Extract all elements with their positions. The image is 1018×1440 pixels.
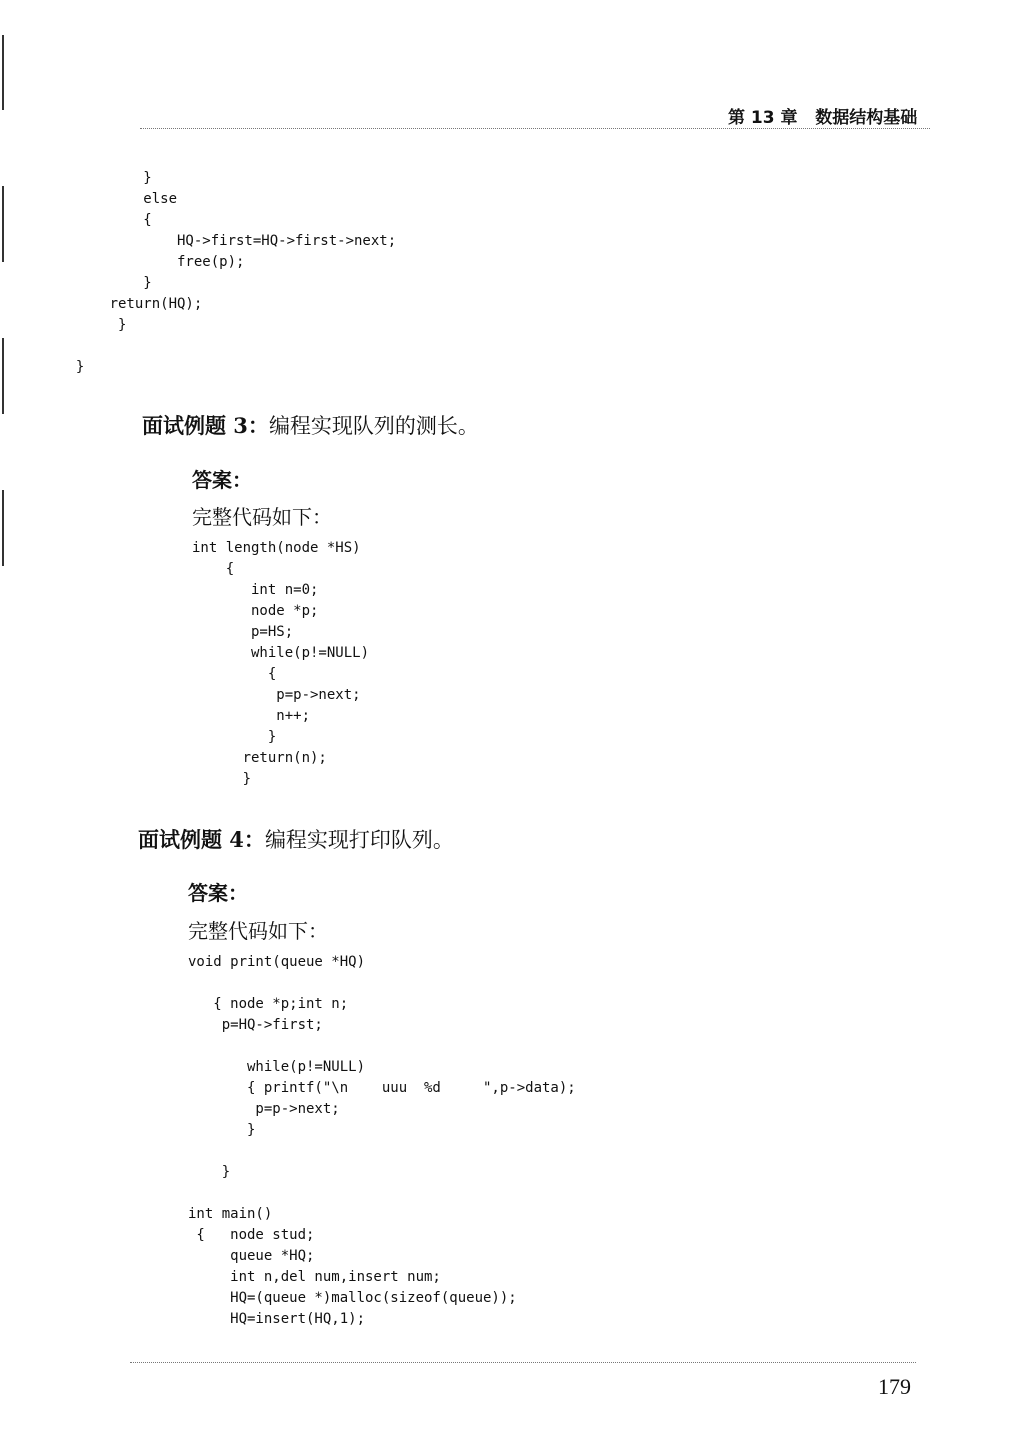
code-block-length: [192, 538, 369, 790]
code-line: { printf("\n uuu %d ",p->data);: [188, 1080, 576, 1096]
code-line: int length(node *HS): [192, 540, 361, 556]
code-line: HQ->first=HQ->first->next;: [0, 233, 397, 249]
code-line: return(n);: [192, 750, 327, 766]
code-line: [188, 1183, 576, 1204]
margin-bar: [2, 490, 4, 566]
code-block-continuation: [0, 168, 396, 378]
question-text: 编程实现打印队列。: [264, 828, 454, 852]
question-4-heading: [138, 824, 454, 854]
page-number: 179: [878, 1374, 911, 1399]
question-text: 编程实现队列的测长。: [268, 414, 479, 438]
code-line: }: [188, 1122, 256, 1138]
code-line: free(p);: [0, 254, 245, 270]
code-line: p=p->next;: [192, 687, 361, 703]
code-line: n++;: [192, 708, 311, 724]
code-line: }: [0, 275, 152, 291]
chapter-title: 数据结构基础: [815, 108, 918, 128]
code-line: p=HS;: [192, 624, 294, 640]
code-line: }: [0, 359, 85, 375]
code-line: {: [0, 212, 152, 228]
footer-rule: [130, 1362, 916, 1363]
chapter-number: 第 13 章: [728, 108, 798, 128]
code-line: { node stud;: [188, 1227, 315, 1243]
code-line: while(p!=NULL): [188, 1059, 366, 1075]
code-line: [188, 1141, 576, 1162]
code-line: HQ=(queue *)malloc(sizeof(queue));: [188, 1290, 517, 1306]
code-line: int n=0;: [192, 582, 319, 598]
code-line: {: [192, 666, 277, 682]
code-line: queue *HQ;: [188, 1248, 315, 1264]
code-line: }: [192, 729, 277, 745]
code-line: }: [192, 771, 252, 787]
code-line: {: [192, 561, 235, 577]
code-line: void print(queue *HQ): [188, 954, 366, 970]
code-line: }: [0, 170, 152, 186]
code-line: }: [0, 317, 127, 333]
code-line: { node *p;int n;: [188, 996, 349, 1012]
header-rule: [140, 128, 930, 129]
code-line: while(p!=NULL): [192, 645, 370, 661]
margin-bar: [2, 35, 4, 110]
code-line: }: [188, 1164, 231, 1180]
code-line: int main(): [188, 1206, 273, 1222]
code-line: node *p;: [192, 603, 319, 619]
code-line: [188, 1036, 576, 1057]
code-line: int n,del num,insert num;: [188, 1269, 441, 1285]
question-label: 面试例题 4：: [138, 827, 265, 852]
code-line: [0, 336, 396, 357]
code-block-print: [188, 952, 576, 1330]
answer-label: 答案：: [192, 468, 252, 492]
code-line: p=HQ->first;: [188, 1017, 323, 1033]
answer-intro: 完整代码如下：: [188, 919, 328, 943]
code-line: return(HQ);: [0, 296, 203, 312]
question-label: 面试例题 3：: [142, 413, 269, 438]
running-header: [728, 103, 917, 128]
code-line: p=p->next;: [188, 1101, 340, 1117]
question-3-heading: [142, 410, 479, 440]
answer-label: 答案：: [188, 881, 248, 905]
code-line: else: [0, 191, 178, 207]
answer-intro: 完整代码如下：: [192, 505, 332, 529]
code-line: [188, 973, 576, 994]
code-line: HQ=insert(HQ,1);: [188, 1311, 366, 1327]
